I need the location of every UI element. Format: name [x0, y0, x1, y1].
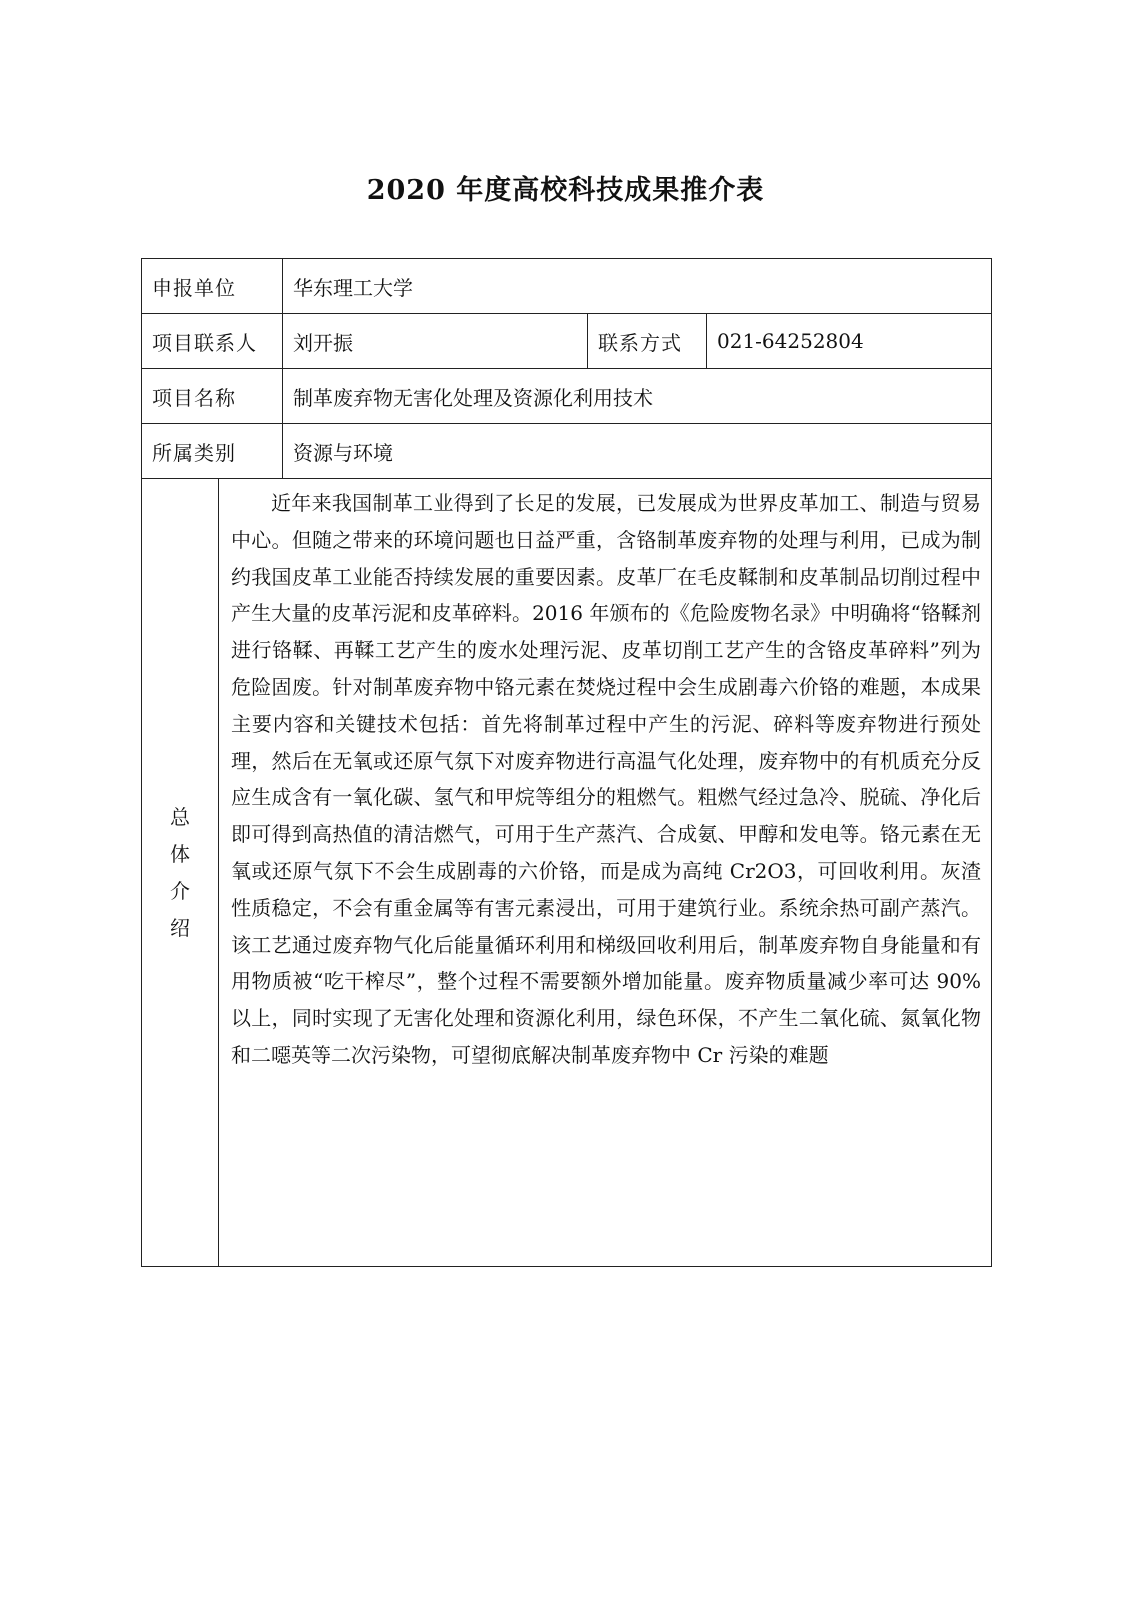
project-name-value: 制革废弃物无害化处理及资源化利用技术 [283, 369, 992, 424]
overview-label-char: 绍 [170, 915, 190, 940]
category-value: 资源与环境 [283, 424, 992, 479]
recommendation-form-table [141, 258, 992, 1267]
overview-label-char: 总 [170, 804, 190, 829]
project-name-label: 项目名称 [142, 369, 283, 424]
unit-row [142, 259, 992, 314]
unit-label: 申报单位 [142, 259, 283, 314]
overview-text: 近年来我国制革工业得到了长足的发展，已发展成为世界皮革加工、制造与贸易中心。但随之带来的环境问题也日益严重，含铬制革废弃物的处理与利用，已成为制约我国皮革工业能否持续发展的重要因素。皮革厂在毛皮鞣制和皮革制品切削过程中产生大量的皮革污泥和皮革碎料。2016 年颁布的《危险废物名录》中明确将“铬鞣剂进行铬鞣、再鞣工艺产生的废水处理污泥、皮革切削工艺产生的含铬皮革碎料”列为危险固废。针对制革废弃物中铬元素在焚烧过程中会生成剧毒六价铬的难题，本成果主要内容和关键技术包括：首先将制革过程中产生的污泥、碎料等废弃物进行预处理，然后在无氧或还原气氛下对废弃物进行高温气化处理，废弃物中的有机质充分反应生成含有一氧化碳、氢气和甲烷等组分的粗燃气。粗燃气经过急冷、脱硫、净化后即可得到高热值的清洁燃气，可用于生产蒸汽、合成氨、甲醇和发电等。铬元素在无氧或还原气氛下不会生成剧毒的六价铬，而是成为高纯 Cr2O3，可回收利用。灰渣性质稳定，不会有重金属等有害元素浸出，可用于建筑行业。系统余热可副产蒸汽。该工艺通过废弃物气化后能量循环利用和梯级回收利用后，制革废弃物自身能量和有用物质被“吃干榨尽”，整个过程不需要额外增加能量。废弃物质量减少率可达 90%以上，同时实现了无害化处理和资源化利用，绿色环保，不产生二氧化硫、氮氧化物和二噁英等二次污染物，可望彻底解决制革废弃物中 Cr 污染的难题 [219, 479, 992, 1267]
overview-row [142, 479, 992, 1267]
contact-method-value: 021-64252804 [707, 314, 992, 369]
contact-person-value: 刘开振 [283, 314, 588, 369]
overview-label [142, 479, 219, 1267]
overview-label-char: 介 [170, 878, 190, 903]
contact-method-label: 联系方式 [588, 314, 707, 369]
contact-person-label: 项目联系人 [142, 314, 283, 369]
category-row [142, 424, 992, 479]
page-title: 2020 年度高校科技成果推介表 [366, 175, 765, 206]
contact-row [142, 314, 992, 369]
project-name-row [142, 369, 992, 424]
unit-value: 华东理工大学 [283, 259, 992, 314]
category-label: 所属类别 [142, 424, 283, 479]
overview-label-char: 体 [170, 841, 190, 866]
